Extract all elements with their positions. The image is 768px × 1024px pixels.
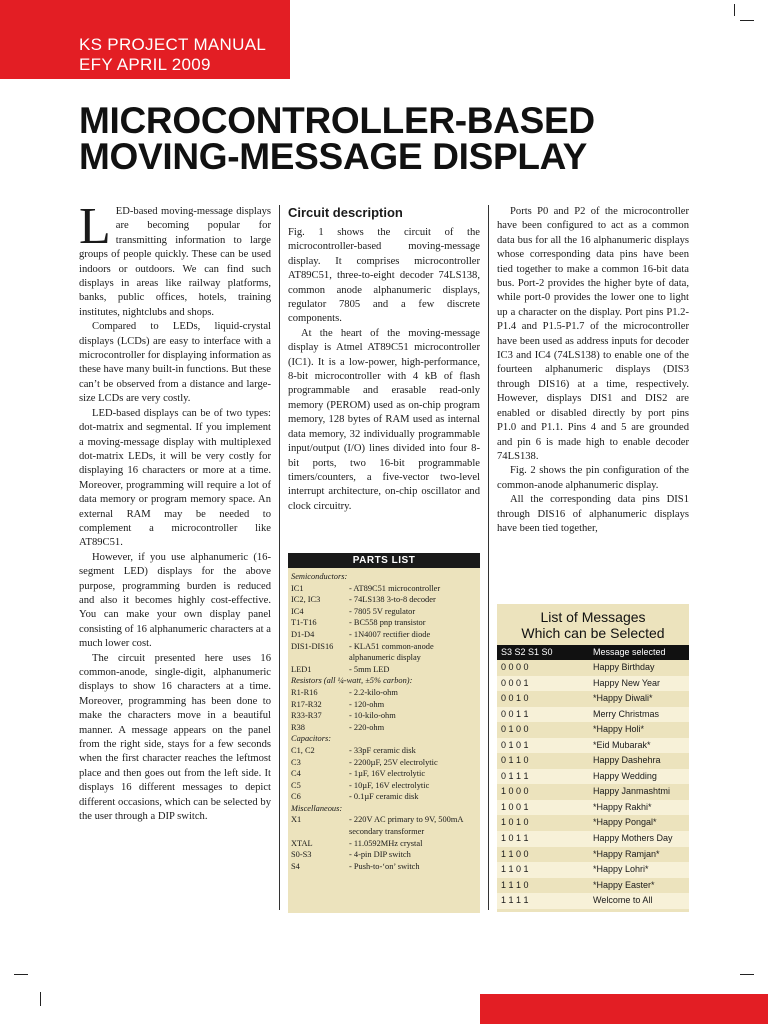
parts-row: [291, 814, 477, 837]
parts-row: [291, 606, 477, 618]
parts-row: [291, 838, 477, 850]
title-line1: MICROCONTROLLER-BASED: [79, 100, 595, 141]
part-description: - 4-pin DIP switch: [349, 850, 411, 860]
part-description: - 11.0592MHz crystal: [349, 838, 423, 848]
part-description: - 33pF ceramic disk: [349, 745, 416, 755]
parts-row: [291, 757, 477, 769]
parts-group-heading: Miscellaneous:: [291, 803, 343, 813]
part-description: - 0.1µF ceramic disk: [349, 792, 419, 802]
col1-para-4: However, if you use alphanumeric (16-segment LED) displays for the above purpose, programming burden is reduced and also it becomes highly cost-effective. You can make your own display panel consisting of 16 alphanumeric characters at a much lower cost.: [79, 551, 271, 650]
col2-para-2: At the heart of the moving-message display is Atmel AT89C51 microcontroller (IC1). It is a low-power, high-performance, 8-bit microcontroller with 4 kB of flash programmable and erasable read-only memory (PEROM) used as on-chip program memory, 128 bytes of RAM used as internal data memory, 32 individually programmable input/output (I/O) lines divided into four 8-bit ports, two 16-bit programmable timers/counters, a five-vector two-level interrupt architecture, on-chip oscillator and clock circuitry.: [288, 327, 480, 512]
switch-code: 1 1 0 1: [501, 864, 529, 875]
part-description: - 74LS138 3-to-8 decoder: [349, 595, 436, 605]
message-text: *Eid Mubarak*: [593, 739, 651, 750]
part-description: - KLA51 common-anode alphanumeric display: [349, 641, 434, 663]
part-description: - 2200µF, 25V electrolytic: [349, 757, 438, 767]
table-row: [497, 831, 689, 847]
message-text: Happy Birthday: [593, 662, 655, 672]
parts-row: [291, 861, 477, 873]
table-row: [497, 847, 689, 863]
part-description: - 5mm LED: [349, 664, 390, 674]
message-text: Welcome to All: [593, 895, 653, 906]
part-designator: R33-R37: [291, 711, 322, 721]
parts-row: [291, 745, 477, 757]
col1-para-1: [79, 198, 271, 320]
part-designator: C3: [291, 757, 301, 767]
part-designator: R17-R32: [291, 699, 322, 709]
part-designator: IC2, IC3: [291, 595, 321, 605]
part-designator: C1, C2: [291, 745, 315, 755]
table-row: [497, 722, 689, 738]
section-heading: Circuit description: [288, 205, 403, 220]
part-designator: R38: [291, 722, 305, 732]
message-text: *Happy Easter*: [593, 879, 655, 890]
part-designator: C4: [291, 769, 301, 779]
switch-code: 0 0 1 0: [501, 693, 529, 704]
part-description: - BC558 pnp transistor: [349, 618, 426, 628]
crop-mark: [740, 974, 754, 975]
table-row: [497, 800, 689, 816]
switch-code: 0 0 0 0: [501, 662, 529, 672]
message-text: *Happy Holi*: [593, 724, 645, 735]
title-line2: MOVING-MESSAGE DISPLAY: [79, 136, 588, 177]
message-text: *Happy Rakhi*: [593, 801, 652, 812]
messages-table-rows: [497, 660, 689, 909]
part-designator: XTAL: [291, 838, 313, 848]
part-description: - AT89C51 microcontroller: [349, 583, 441, 593]
crop-mark: [40, 992, 41, 1006]
col3-para-3: All the corresponding data pins DIS1 through DIS16 of alphanumeric displays have been tied together,: [497, 494, 689, 534]
part-description: - Push-to-‘on’ switch: [349, 861, 420, 871]
col1-para-3: LED-based displays can be of two types: dot-matrix and segmental. If you implement a moving-message display with multiplexed dot-matrix LEDs, it will be very costly for displaying 16 characters or more at a time. Moreover, programming will require a lot of data memory or program memory space. An external RAM may be needed to complement a microcontroller like AT89C51.: [79, 407, 271, 549]
part-description: - 7805 5V regulator: [349, 606, 416, 616]
parts-row: [291, 710, 477, 722]
part-designator: D1-D4: [291, 629, 315, 639]
message-text: *Happy Pongal*: [593, 817, 657, 828]
part-description: - 220-ohm: [349, 722, 385, 732]
part-description: - 1N4007 rectifier diode: [349, 629, 431, 639]
part-description: - 1µF, 16V electrolytic: [349, 769, 426, 779]
part-designator: R1-R16: [291, 687, 318, 697]
switch-code: 0 1 1 0: [501, 755, 529, 766]
table-row: [497, 676, 689, 692]
parts-row: [291, 768, 477, 780]
messages-table: [497, 604, 689, 912]
table-row: [497, 784, 689, 800]
table-row: [497, 691, 689, 707]
message-text: Happy Mothers Day: [593, 833, 673, 844]
column-2: [288, 205, 480, 514]
part-description: - 120-ohm: [349, 699, 385, 709]
parts-list-body: [288, 568, 480, 875]
messages-title-line1: List of Messages: [540, 609, 646, 625]
part-designator: S0-S3: [291, 850, 312, 860]
message-text: *Happy Lohri*: [593, 864, 649, 875]
col3-para-1: Ports P0 and P2 of the microcontroller have been configured to act as a common data bus for all the 16 alphanumeric displays whose corresponding data pins have been tied together to make a common 16-bit data bus. Port-2 provides the higher byte of data, while port-0 provides the lower one to light up a character on the display. Port pins P1.2-P1.4 and P1.5-P1.7 of the microcontroller have been used as address inputs for decoder IC3 and IC4 (74LS138) to enable one of the fourteen alphanumeric displays (DIS3 through DIS16) at a time, respectively. However, displays DIS1 and DIS2 are enabled or disabled directly by port pins P1.0 and P1.1. Pins 4 and 5 are grounded and pin 6 is made high to enable decoder 74LS138.: [497, 206, 689, 462]
col1-para-5: The circuit presented here uses 16 common-anode, single-digit, alphanumeric displays to show 16 characters at a time. Moreover, programming has been done to make the characters move in a beautiful manner. A message appears on the panel from the right side, stays for a few seconds when the first character reaches the leftmost place and then goes out from the left side. It displays 16 different messages to depict different occasions, which can be selected by the user through a DIP switch.: [79, 652, 271, 823]
table-row: [497, 878, 689, 894]
switch-code: 1 1 1 0: [501, 879, 529, 890]
part-designator: IC4: [291, 606, 304, 616]
table-row: [497, 769, 689, 785]
switch-code: 0 1 0 0: [501, 724, 529, 735]
part-designator: IC1: [291, 583, 304, 593]
message-text: *Happy Ramjan*: [593, 848, 660, 859]
parts-row: [291, 617, 477, 629]
table-row: [497, 707, 689, 723]
parts-row: [291, 722, 477, 734]
parts-row: [291, 791, 477, 803]
col1-para-2: Compared to LEDs, liquid-crystal displays (LCDs) are easy to interface with a microcontroller for displaying information as these have many built-in functions. But these can’t be observed from a distance and large-size LCDs are very costly.: [79, 321, 271, 405]
switch-code: 0 0 0 1: [501, 677, 529, 688]
crop-mark: [734, 4, 735, 16]
header-message-col: Message selected: [593, 647, 666, 657]
table-row: [497, 862, 689, 878]
parts-group-heading: Resistors (all ¼-watt, ±5% carbon):: [291, 676, 413, 686]
part-designator: DIS1-DIS16: [291, 641, 334, 651]
page-title: [79, 100, 719, 177]
parts-group-heading: Capacitors:: [291, 734, 332, 744]
part-description: - 10-kilo-ohm: [349, 711, 396, 721]
table-row: [497, 753, 689, 769]
message-text: Happy Janmashtmi: [593, 786, 671, 797]
switch-code: 1 0 1 1: [501, 833, 529, 844]
table-row: [497, 738, 689, 754]
part-designator: C5: [291, 780, 301, 790]
part-designator: LED1: [291, 664, 312, 674]
column-rule: [279, 205, 280, 910]
drop-cap: L: [79, 198, 111, 255]
messages-table-header: [497, 645, 689, 660]
part-designator: T1-T16: [291, 618, 317, 628]
parts-row: [291, 849, 477, 861]
parts-row: [291, 583, 477, 595]
parts-row: [291, 594, 477, 606]
column-3: [497, 205, 689, 536]
message-text: Merry Christmas: [593, 708, 660, 719]
switch-code: 0 0 1 1: [501, 708, 529, 719]
switch-code: 1 0 0 1: [501, 801, 529, 812]
switch-code: 1 0 0 0: [501, 786, 529, 797]
crop-mark: [14, 974, 28, 975]
message-text: *Happy Diwali*: [593, 693, 653, 704]
message-text: Happy New Year: [593, 677, 661, 688]
message-text: Happy Dashehra: [593, 755, 661, 766]
table-row: [497, 815, 689, 831]
part-description: - 10µF, 16V electrolytic: [349, 780, 430, 790]
parts-row: [291, 699, 477, 711]
part-designator: C6: [291, 792, 301, 802]
parts-row: [291, 641, 477, 664]
header-line1: KS PROJECT MANUAL: [79, 35, 267, 54]
col3-para-2: Fig. 2 shows the pin configuration of the common-anode alphanumeric display.: [497, 465, 689, 491]
part-description: - 220V AC primary to 9V, 500mA secondary transformer: [349, 815, 463, 837]
header-line2: EFY APRIL 2009: [79, 55, 211, 74]
parts-row: [291, 664, 477, 676]
switch-code: 0 1 1 1: [501, 770, 529, 781]
column-1: [79, 198, 271, 824]
table-row: [497, 660, 689, 676]
part-designator: X1: [291, 815, 302, 825]
col2-para-1: Fig. 1 shows the circuit of the microcontroller-based moving-message display. It comprises microcontroller AT89C51, three-to-eight decoder 74LS138, common anode alphanumeric displays, regulator 7805 and a few discrete components.: [288, 227, 480, 325]
part-description: - 2.2-kilo-ohm: [349, 687, 398, 697]
parts-group-heading: Semiconductors:: [291, 572, 348, 581]
message-text: Happy Wedding: [593, 770, 657, 781]
parts-row: [291, 780, 477, 792]
column-rule: [488, 205, 489, 910]
parts-row: [291, 687, 477, 699]
switch-code: 0 1 0 1: [501, 739, 529, 750]
header-switch-col: S3 S2 S1 S0: [501, 647, 553, 657]
col1-para-1-text: ED-based moving-message displays are becoming popular for transmitting information to large groups of people quickly. These can be used indoors or outdoors. We can find such displays in areas like railway platforms, banks, public offices, hotels, training institutes, nightclubs and shops.: [79, 206, 271, 318]
footer-band: [480, 994, 768, 1024]
messages-table-title: [497, 604, 689, 645]
crop-mark: [740, 20, 754, 21]
part-designator: S4: [291, 861, 300, 871]
parts-list-title: PARTS LIST: [288, 553, 480, 568]
switch-code: 1 1 0 0: [501, 848, 529, 859]
parts-row: [291, 629, 477, 641]
header-band: [0, 0, 290, 79]
switch-code: 1 1 1 1: [501, 895, 529, 906]
parts-list-box: [288, 553, 480, 913]
messages-title-line2: Which can be Selected: [521, 625, 665, 641]
table-row: [497, 893, 689, 909]
switch-code: 1 0 1 0: [501, 817, 529, 828]
